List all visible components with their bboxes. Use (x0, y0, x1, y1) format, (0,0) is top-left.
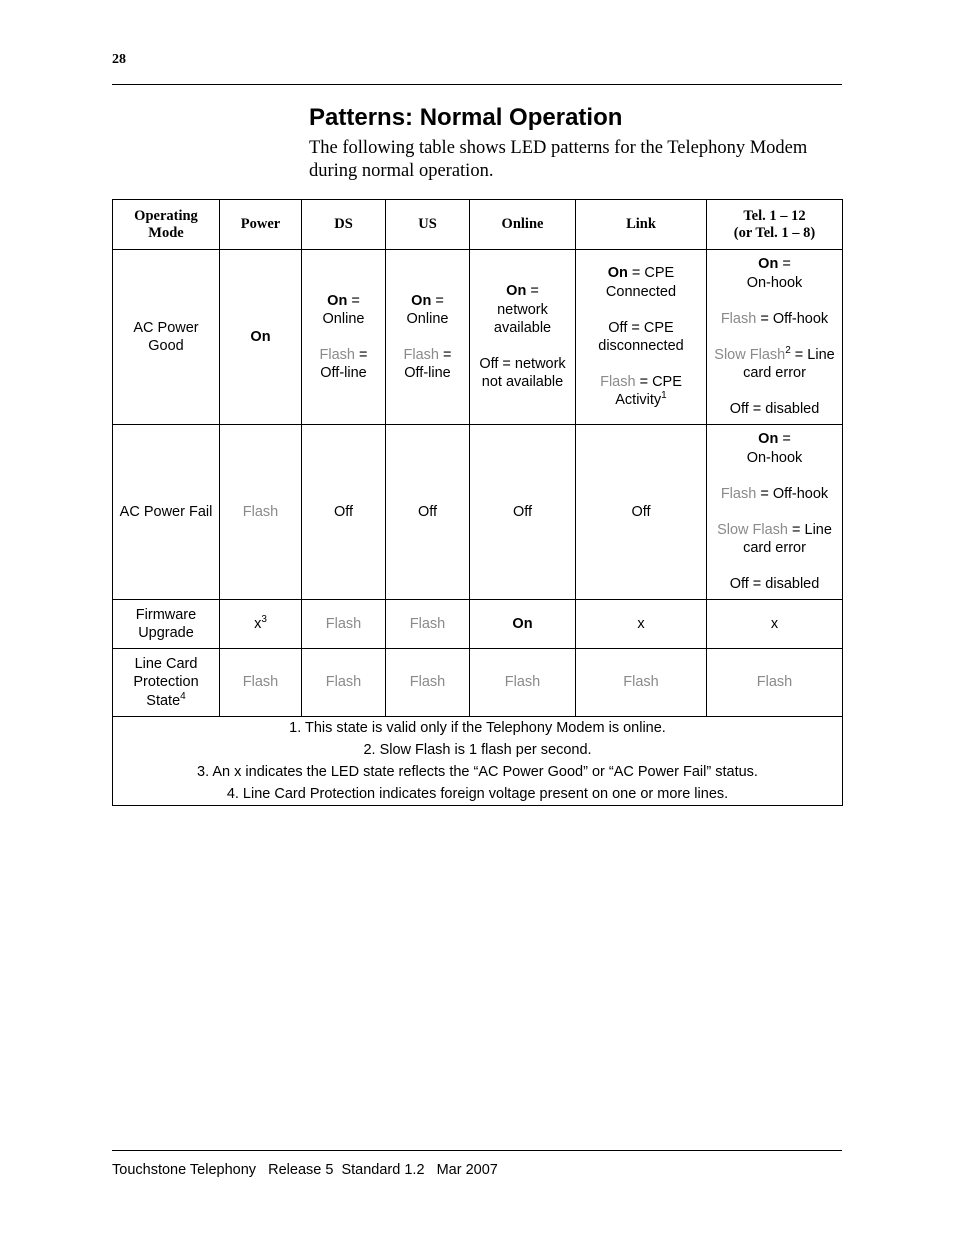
power-cell: Flash (220, 425, 302, 600)
header-power: Power (220, 200, 302, 250)
tel-cell (707, 250, 843, 425)
header-tel-line2: (or Tel. 1 – 8) (733, 224, 816, 241)
header-ds: DS (302, 200, 386, 250)
state-text: Online (322, 310, 365, 327)
state-text: Online (406, 310, 449, 327)
state-on: On (250, 328, 271, 345)
equals: = (431, 292, 444, 309)
state-flash: Flash (403, 347, 439, 363)
state-text: Off = disabled (729, 576, 820, 593)
state-slow-flash: Slow Flash (714, 347, 786, 363)
table-row (113, 649, 843, 717)
state-on: On (411, 292, 432, 309)
ds-cell: Flash (302, 600, 386, 649)
power-cell (220, 600, 302, 649)
section-title: Patterns: Normal Operation (309, 104, 623, 131)
state-text: = Line (787, 522, 832, 538)
state-text: Activity (615, 392, 662, 409)
state-flash: Flash (720, 485, 757, 502)
equals: = (778, 256, 791, 273)
state-flash: Flash (720, 310, 757, 327)
state-slow-flash: Slow Flash (717, 522, 788, 538)
header-operating-mode: Operating Mode (113, 200, 220, 250)
ds-cell (302, 250, 386, 425)
page-number: 28 (112, 52, 126, 67)
state-text: = CPE (635, 374, 682, 391)
table-row (113, 425, 843, 600)
equals: = (778, 431, 791, 448)
state-text: On-hook (746, 449, 803, 466)
footnote-mark: 4 (180, 690, 186, 702)
state-text: Off = network not available (479, 356, 566, 391)
equals: = (438, 347, 452, 363)
link-cell: Off (576, 425, 707, 600)
us-cell: Flash (386, 649, 470, 717)
online-cell (470, 250, 576, 425)
state-text: network available (493, 301, 552, 336)
us-cell: Flash (386, 600, 470, 649)
footnote-mark: 1 (661, 390, 667, 402)
state-text: Off = disabled (729, 401, 820, 418)
header-us: US (386, 200, 470, 250)
ds-cell: Off (302, 425, 386, 600)
state-on: On (506, 283, 527, 300)
page-footer: Touchstone Telephony Release 5 Standard 1.2 Mar 2007 (112, 1162, 498, 1178)
ds-cell: Flash (302, 649, 386, 717)
state-on: On (758, 431, 779, 448)
table-row (113, 250, 843, 425)
header-row (113, 200, 843, 250)
state-text: = Line card error (743, 347, 835, 382)
state-text: On-hook (746, 274, 803, 291)
state-text: Off-line (404, 365, 451, 382)
footer-rule (112, 1150, 842, 1151)
state-text: = Off-hook (756, 485, 829, 502)
equals: = (354, 347, 368, 363)
state-flash: Flash (600, 374, 636, 391)
table-row (113, 600, 843, 649)
header-rule (112, 84, 842, 85)
equals: = (347, 292, 360, 309)
led-pattern-table (112, 199, 843, 806)
tel-cell: Flash (707, 649, 843, 717)
footnote: 3. An x indicates the LED state reflects the “AC Power Good” or “AC Power Fail” status. (197, 764, 758, 780)
header-link: Link (576, 200, 707, 250)
link-cell: x (576, 600, 707, 649)
online-cell: Flash (470, 649, 576, 717)
footnote: 1. This state is valid only if the Telephony Modem is online. (289, 720, 666, 736)
intro-paragraph: The following table shows LED patterns for the Telephony Modem during normal operation. (309, 138, 808, 181)
state-on: On (607, 265, 628, 282)
state-on: On (758, 256, 779, 273)
online-cell: Off (470, 425, 576, 600)
footnote-mark: 3 (261, 613, 267, 625)
mode-cell: Firmware Upgrade (113, 600, 220, 649)
state-flash: Flash (319, 347, 355, 363)
header-tel-line1: Tel. 1 – 12 (743, 207, 806, 224)
mode-cell (113, 649, 220, 717)
footnote: 4. Line Card Protection indicates foreign voltage present on one or more lines. (226, 786, 729, 802)
header-online: Online (470, 200, 576, 250)
footnote: 2. Slow Flash is 1 flash per second. (363, 742, 592, 758)
mode-label: Line Card Protection State (133, 656, 199, 709)
header-tel (707, 200, 843, 250)
tel-cell (707, 425, 843, 600)
tel-cell: x (707, 600, 843, 649)
state-on: On (327, 292, 348, 309)
power-cell: Flash (220, 649, 302, 717)
equals: = (526, 283, 539, 300)
state-text: = Off-hook (756, 310, 829, 327)
power-cell (220, 250, 302, 425)
state-text: Off = CPE disconnected (598, 319, 684, 354)
online-cell: On (470, 600, 576, 649)
mode-cell: AC Power Good (113, 250, 220, 425)
state-text: = CPE Connected (605, 265, 677, 300)
mode-cell: AC Power Fail (113, 425, 220, 600)
state-text: card error (743, 540, 806, 557)
link-cell: Flash (576, 649, 707, 717)
notes-row (113, 717, 843, 806)
link-cell (576, 250, 707, 425)
notes-cell (113, 717, 843, 806)
footnote-mark: 2 (785, 345, 791, 356)
us-cell (386, 250, 470, 425)
state-x: x (254, 615, 262, 632)
state-text: Off-line (320, 365, 367, 382)
us-cell: Off (386, 425, 470, 600)
